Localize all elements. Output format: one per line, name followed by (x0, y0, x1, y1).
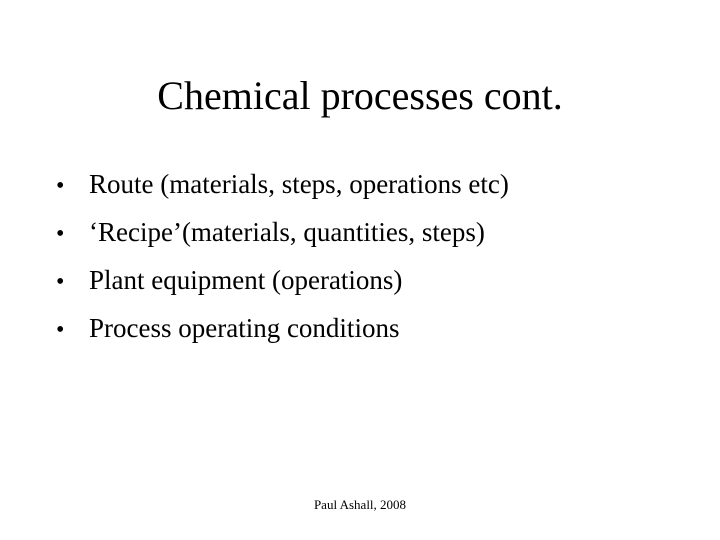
bullet-icon: • (56, 221, 65, 247)
bullet-list (56, 160, 509, 352)
bullet-item (56, 208, 509, 256)
slide-title: Chemical processes cont. (157, 73, 563, 118)
bullet-item (56, 160, 509, 208)
bullet-text: Process operating conditions (89, 313, 400, 343)
bullet-text: ‘Recipe’(materials, quantities, steps) (89, 217, 485, 247)
bullet-icon: • (56, 269, 65, 295)
bullet-text: Route (materials, steps, operations etc) (89, 169, 509, 199)
slide-footer: Paul Ashall, 2008 (313, 497, 407, 512)
bullet-item (56, 256, 509, 304)
bullet-text: Plant equipment (operations) (89, 265, 403, 295)
bullet-icon: • (56, 173, 65, 199)
bullet-item (56, 304, 509, 352)
bullet-icon: • (56, 317, 65, 343)
